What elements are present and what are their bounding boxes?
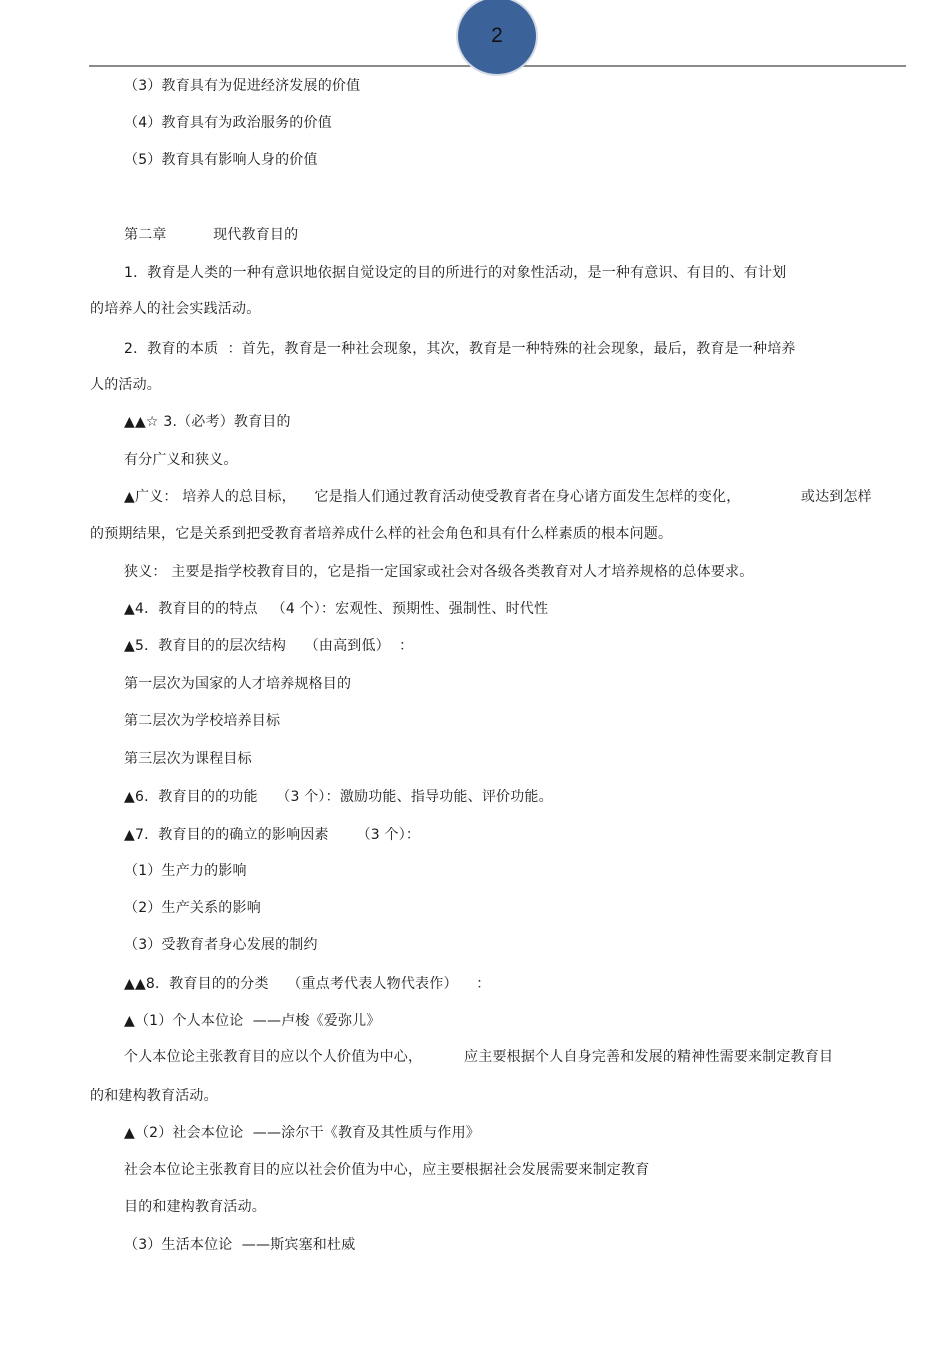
- text-line: 有分广义和狭义。: [124, 452, 238, 468]
- text-line: ▲▲☆ 3.（必考）教育目的: [124, 414, 291, 430]
- text-line: ▲（1）个人本位论 ——卢梭《爱弥儿》: [124, 1013, 381, 1029]
- text-line: 2．教育的本质 ：首先，教育是一种社会现象，其次，教育是一种特殊的社会现象，最后，教育是一种培养: [124, 341, 796, 357]
- text-line: 1．教育是人类的一种有意识地依据自觉设定的目的所进行的对象性活动，是一种有意识、有目的、有计划: [124, 265, 787, 281]
- text-line: 目的和建构教育活动。: [124, 1199, 266, 1215]
- text-line: 个人本位论主张教育目的应以个人价值为中心， 应主要根据个人自身完善和发展的精神性需要来制定教育目: [124, 1049, 834, 1065]
- text-line: ▲4．教育目的的特点 （4 个）：宏观性、预期性、强制性、时代性: [124, 601, 549, 617]
- text-line: 的和建构教育活动。: [90, 1088, 218, 1104]
- chapter-heading: 第二章 现代教育目的: [124, 227, 299, 243]
- text-line: ▲（2）社会本位论 ——涂尔干《教育及其性质与作用》: [124, 1125, 480, 1141]
- page-number-badge: [458, 0, 536, 74]
- text-line: （2）生产关系的影响: [124, 900, 261, 916]
- text-line: ▲5．教育目的的层次结构 （由高到低） ：: [124, 638, 414, 654]
- text-line: 第三层次为课程目标: [124, 751, 252, 767]
- text-line: 狭义： 主要是指学校教育目的，它是指一定国家或社会对各级各类教育对人才培养规格的总体要求。: [124, 564, 754, 580]
- text-line: ▲▲8．教育目的的分类 （重点考代表人物代表作） ：: [124, 976, 491, 992]
- text-line: （3）受教育者身心发展的制约: [124, 937, 318, 953]
- page-number: 2: [491, 24, 503, 47]
- text-line: ▲7．教育目的的确立的影响因素 （3 个）：: [124, 827, 421, 843]
- text-line: ▲广义： 培养人的总目标， 它是指人们通过教育活动使受教育者在身心诸方面发生怎样的变化， 或达到怎样: [124, 489, 872, 505]
- text-line: （4）教育具有为政治服务的价值: [124, 115, 332, 131]
- text-line: （3）教育具有为促进经济发展的价值: [124, 78, 361, 94]
- text-line: 第一层次为国家的人才培养规格目的: [124, 676, 352, 692]
- text-line: 的培养人的社会实践活动。: [90, 301, 261, 317]
- text-line: （3）生活本位论 ——斯宾塞和杜威: [124, 1237, 356, 1253]
- text-line: ▲6．教育目的的功能 （3 个）：激励功能、指导功能、评价功能。: [124, 789, 553, 805]
- text-line: （5）教育具有影响人身的价值: [124, 152, 318, 168]
- text-line: 社会本位论主张教育目的应以社会价值为中心，应主要根据社会发展需要来制定教育: [124, 1162, 650, 1178]
- text-line: 的预期结果，它是关系到把受教育者培养成什么样的社会角色和具有什么样素质的根本问题。: [90, 526, 673, 542]
- text-line: 人的活动。: [90, 377, 161, 393]
- text-line: 第二层次为学校培养目标: [124, 713, 281, 729]
- text-line: （1）生产力的影响: [124, 863, 247, 879]
